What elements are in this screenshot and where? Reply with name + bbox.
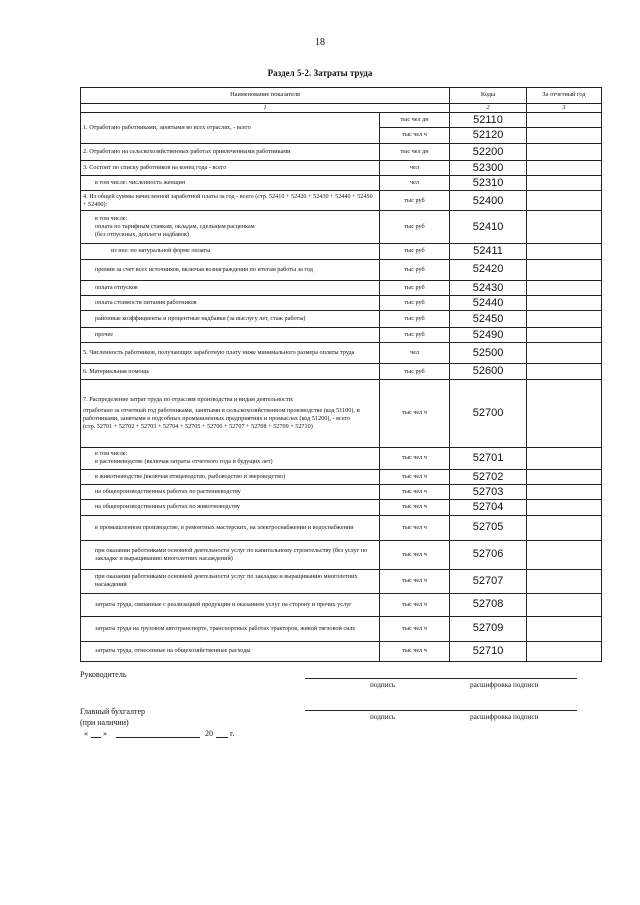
value-cell-52700[interactable] [527, 379, 602, 447]
row-unit: тыс руб [380, 328, 450, 343]
row-code: 52708 [450, 593, 527, 616]
accountant-signature-caption: подпись [370, 713, 396, 721]
table-row [81, 641, 602, 661]
row-label: на общепроизводственных работах по растениеводству [81, 485, 380, 500]
value-cell-52701[interactable] [527, 447, 602, 469]
date-year-suffix: г. [230, 729, 235, 738]
table-row [81, 160, 602, 175]
date-quote-open: « [84, 729, 88, 738]
table-row [81, 211, 602, 244]
row-label: районные коэффициенты и процентные надбавки (за выслугу лет, стаж работы) [81, 311, 380, 328]
value-cell-52411[interactable] [527, 244, 602, 259]
row-label: из нее: по натуральной форме оплаты [81, 244, 380, 259]
row-unit: чел [380, 160, 450, 175]
row-code: 52707 [450, 569, 527, 593]
head-decode-caption: расшифровка подписи [470, 681, 539, 689]
row-code: 52703 [450, 485, 527, 500]
table-row [81, 280, 602, 295]
head-label: Руководитель [80, 670, 127, 679]
table-row [81, 469, 602, 484]
row-code: 52310 [450, 175, 527, 190]
row-label: 2. Отработано на сельскохозяйственных работах привлеченными работниками [81, 143, 380, 160]
row-label: затраты труда, связанные с реализацией продукции и оказанием услуг на сторону и прочих услуг [81, 593, 380, 616]
head-signature-line[interactable] [305, 678, 577, 679]
header-name: Наименование показателя [81, 88, 450, 104]
row-unit: тыс чел дн [380, 143, 450, 160]
row-code: 52704 [450, 500, 527, 515]
row-unit: тыс руб [380, 295, 450, 310]
value-cell-52310[interactable] [527, 175, 602, 190]
table-row [81, 447, 602, 469]
value-cell-52707[interactable] [527, 569, 602, 593]
row-code: 52500 [450, 343, 527, 364]
value-cell-52410[interactable] [527, 211, 602, 244]
value-cell-52430[interactable] [527, 280, 602, 295]
table-row [81, 295, 602, 310]
row-unit: тыс руб [380, 311, 450, 328]
table-row [81, 515, 602, 540]
table-row [81, 343, 602, 364]
value-cell-52400[interactable] [527, 191, 602, 211]
table-row [81, 616, 602, 641]
row-unit: тыс чел ч [380, 540, 450, 569]
table-row [81, 259, 602, 280]
row-label: 5. Численность работников, получающих заработную плату ниже минимального размера оплаты труда [81, 343, 380, 364]
value-cell-52708[interactable] [527, 593, 602, 616]
table-row [81, 113, 602, 128]
row-code: 52490 [450, 328, 527, 343]
row-code: 52702 [450, 469, 527, 484]
row-unit: тыс чел ч [380, 128, 450, 143]
row-label: в животноводстве (включая птицеводство, рыбоводство и звероводство) [81, 469, 380, 484]
row-unit: чел [380, 175, 450, 190]
value-cell-52440[interactable] [527, 295, 602, 310]
row-unit: тыс чел ч [380, 641, 450, 661]
value-cell-52120[interactable] [527, 128, 602, 143]
row-code: 52300 [450, 160, 527, 175]
value-cell-52704[interactable] [527, 500, 602, 515]
table-row [81, 593, 602, 616]
page-number: 18 [315, 37, 325, 48]
row-label: в том числе: оплата по тарифным ставкам, окладам, сдельным расценкам (без отпускных, доплат и надбавок) [81, 211, 380, 244]
col-number-2: 2 [450, 104, 527, 113]
value-cell-52600[interactable] [527, 364, 602, 379]
row-unit: тыс чел ч [380, 515, 450, 540]
row-label: прочее [81, 328, 380, 343]
row-unit: тыс чел ч [380, 593, 450, 616]
table-row [81, 244, 602, 259]
table-row [81, 379, 602, 447]
column-number-row [81, 104, 602, 113]
table-row [81, 191, 602, 211]
row-label: оплата отпусков [81, 280, 380, 295]
row-code: 52120 [450, 128, 527, 143]
row-unit: тыс чел ч [380, 485, 450, 500]
value-cell-52200[interactable] [527, 143, 602, 160]
row-code: 52400 [450, 191, 527, 211]
row-unit: тыс руб [380, 364, 450, 379]
value-cell-52710[interactable] [527, 641, 602, 661]
row-unit: тыс руб [380, 259, 450, 280]
row-code: 52450 [450, 311, 527, 328]
row-unit: тыс чел ч [380, 569, 450, 593]
table-row [81, 175, 602, 190]
value-cell-52703[interactable] [527, 485, 602, 500]
row-unit: тыс чел ч [380, 500, 450, 515]
row-code: 52705 [450, 515, 527, 540]
table-row [81, 485, 602, 500]
row-label: оплата стоимости питания работников [81, 295, 380, 310]
date-day-line[interactable] [91, 737, 101, 738]
value-cell-52420[interactable] [527, 259, 602, 280]
accountant-signature-line[interactable] [305, 710, 577, 711]
row-label: при оказании работниками основной деятельности услуг по закладке и выращиванию многолетних насаждений [81, 569, 380, 593]
row-label: 3. Состоит по списку работников на конец года - всего [81, 160, 380, 175]
value-cell-52702[interactable] [527, 469, 602, 484]
table-row [81, 143, 602, 160]
accountant-decode-caption: расшифровка подписи [470, 713, 539, 721]
table-row [81, 364, 602, 379]
row-unit: тыс чел ч [380, 616, 450, 641]
row-unit: тыс руб [380, 211, 450, 244]
row-code: 52709 [450, 616, 527, 641]
row-label: 6. Материальная помощь [81, 364, 380, 379]
row-unit: тыс руб [380, 280, 450, 295]
header-period: За отчетный год [527, 88, 602, 104]
table-row [81, 540, 602, 569]
date-quote-close: » [103, 729, 107, 738]
row-code: 52710 [450, 641, 527, 661]
value-cell-52110[interactable] [527, 113, 602, 128]
row-code: 52420 [450, 259, 527, 280]
row-unit: тыс чел ч [380, 447, 450, 469]
row-unit: чел [380, 343, 450, 364]
row-label: 1. Отработано работниками, занятыми во всех отраслях, - всего [81, 113, 380, 144]
row-label: на общепроизводственных работах по животноводству [81, 500, 380, 515]
value-cell-52450[interactable] [527, 311, 602, 328]
header-codes: Коды [450, 88, 527, 104]
row-label: в промышленном производстве, в ремонтных мастерских, на электроснабжении и водоснабжении [81, 515, 380, 540]
row-unit: тыс чел дн [380, 113, 450, 128]
row-code: 52430 [450, 280, 527, 295]
row-label: затраты труда на грузовом автотранспорте, транспортных работах тракторов, живой тягловой силе [81, 616, 380, 641]
row-label: при оказании работниками основной деятельности услуг по капитальному строительству (без услуг по закладке и выращиванию многолетних насаждений) [81, 540, 380, 569]
value-cell-52709[interactable] [527, 616, 602, 641]
table-header-row [81, 88, 602, 104]
row-code: 52411 [450, 244, 527, 259]
date-year-prefix: 20 [205, 729, 213, 738]
labor-costs-table [80, 87, 602, 662]
row-code: 52440 [450, 295, 527, 310]
col-number-1: 1 [81, 104, 450, 113]
row-label: в том числе: численность женщин [81, 175, 380, 190]
col-number-3: 3 [527, 104, 602, 113]
row-unit: тыс чел ч [380, 379, 450, 447]
date-year-line[interactable] [216, 737, 228, 738]
accountant-label: Главный бухгалтер [80, 707, 145, 716]
row-code: 52700 [450, 379, 527, 447]
row-label: 7. Распределение затрат труда по отраслям производства и видам деятельности: отработано за отчетный год работниками, занятыми в сельскохозяйственном производстве (код 51100), и работниками, занятыми в подсобных промышленных предприятиях и промыслах (код 51200), - всего (стр. 52701 + 52702 + 52703 + 52704 + 52705 + 52706 + 52707 + 52708 + 52709 + 52710) [81, 379, 380, 447]
row-unit: тыс чел ч [380, 469, 450, 484]
value-cell-52490[interactable] [527, 328, 602, 343]
value-cell-52706[interactable] [527, 540, 602, 569]
row-unit: тыс руб [380, 191, 450, 211]
row-label: в том числе: в растениеводстве (включая затраты отчетного года и будущих лет) [81, 447, 380, 469]
row-label: 4. Из общей суммы начисленной заработной платы за год - всего (стр. 52410 + 52420 + 52430 + 52440 + 52450 + 52490): [81, 191, 380, 211]
head-signature-caption: подпись [370, 681, 396, 689]
value-cell-52705[interactable] [527, 515, 602, 540]
table-row [81, 311, 602, 328]
row-code: 52110 [450, 113, 527, 128]
date-month-line[interactable] [116, 737, 200, 738]
row-code: 52410 [450, 211, 527, 244]
accountant-if-any: (при наличии) [80, 718, 129, 727]
row-code: 52200 [450, 143, 527, 160]
row-code: 52701 [450, 447, 527, 469]
table-row [81, 328, 602, 343]
row-label: премии за счет всех источников, включая вознаграждения по итогам работы за год [81, 259, 380, 280]
row-code: 52600 [450, 364, 527, 379]
row-label: затраты труда, отнесенные на общехозяйственные расходы [81, 641, 380, 661]
row-code: 52706 [450, 540, 527, 569]
table-row [81, 569, 602, 593]
section-title: Раздел 5-2. Затраты труда [267, 68, 373, 78]
value-cell-52500[interactable] [527, 343, 602, 364]
table-row [81, 500, 602, 515]
row-unit: тыс руб [380, 244, 450, 259]
value-cell-52300[interactable] [527, 160, 602, 175]
